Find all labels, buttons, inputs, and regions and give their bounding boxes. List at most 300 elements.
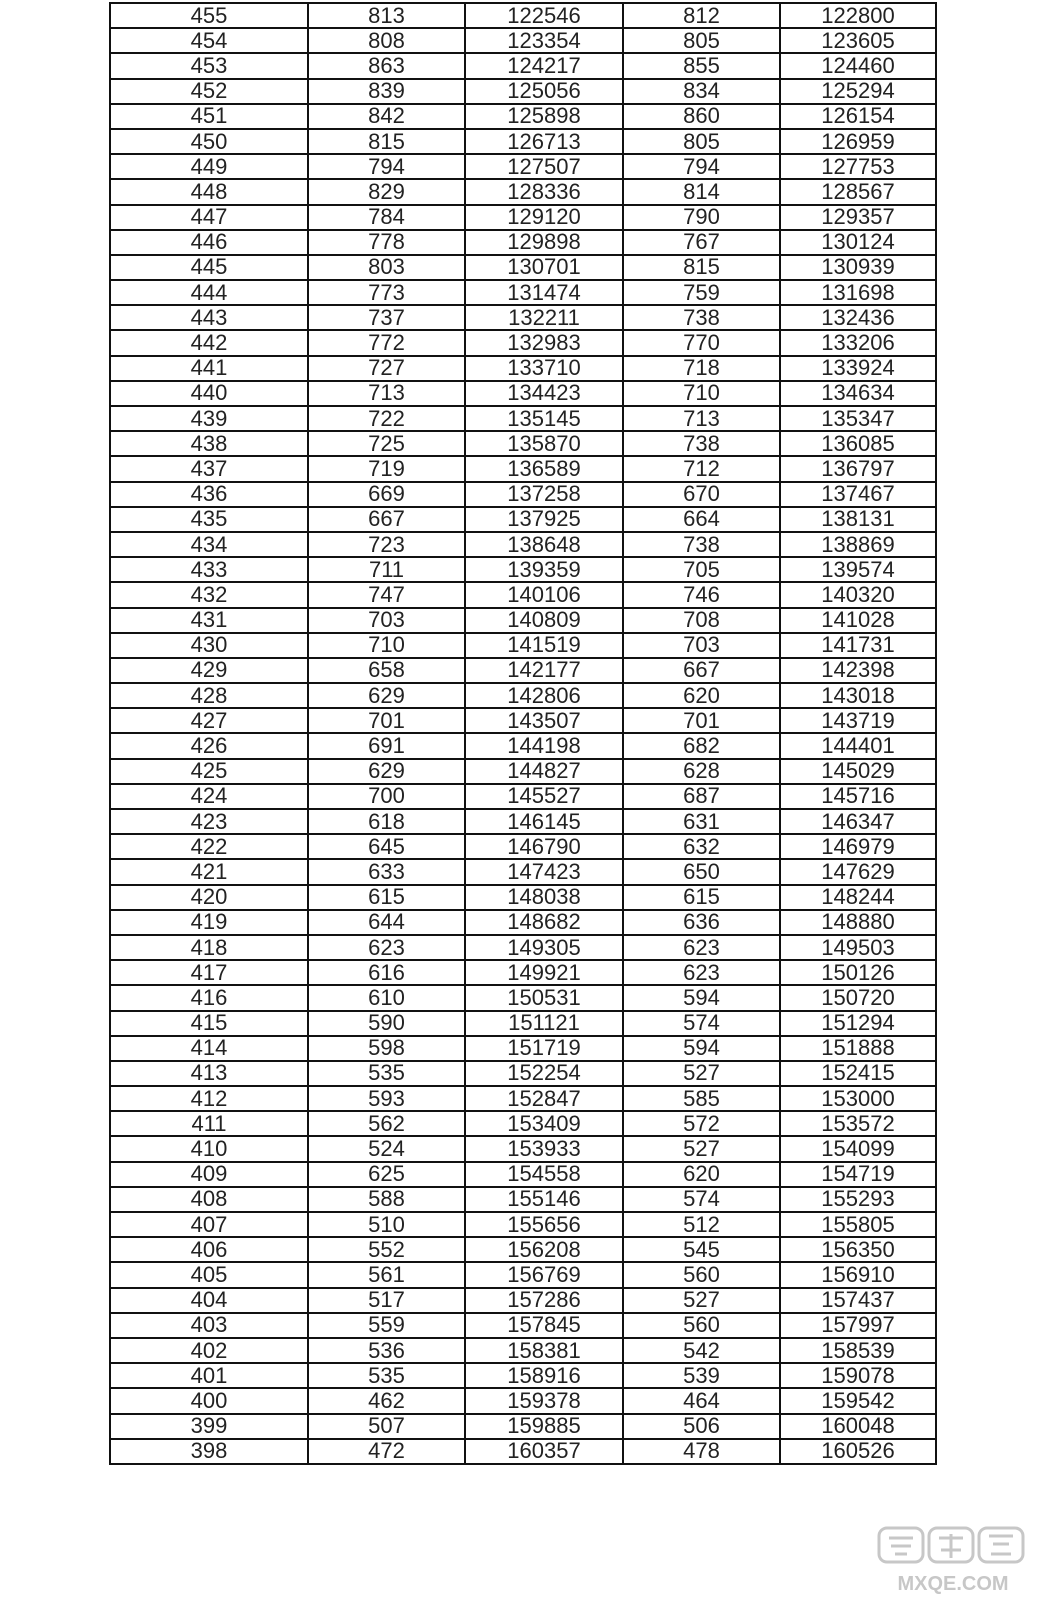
cumulative-b-cell: 143719: [780, 708, 936, 733]
cumulative-a-cell: 149305: [465, 935, 623, 960]
count-b-cell: 738: [623, 305, 780, 330]
score-cell: 401: [110, 1363, 308, 1388]
count-b-cell: 542: [623, 1338, 780, 1363]
cumulative-a-cell: 123354: [465, 28, 623, 53]
cumulative-a-cell: 132211: [465, 305, 623, 330]
count-a-cell: 559: [308, 1313, 465, 1338]
cumulative-b-cell: 160048: [780, 1414, 936, 1439]
cumulative-b-cell: 145716: [780, 784, 936, 809]
cumulative-b-cell: 138131: [780, 507, 936, 532]
score-cell: 418: [110, 935, 308, 960]
cumulative-a-cell: 148682: [465, 910, 623, 935]
cumulative-b-cell: 130939: [780, 255, 936, 280]
count-a-cell: 623: [308, 935, 465, 960]
table-body: [110, 3, 936, 1464]
count-a-cell: 813: [308, 3, 465, 28]
count-a-cell: 747: [308, 582, 465, 607]
cumulative-a-cell: 144198: [465, 733, 623, 758]
cumulative-a-cell: 140809: [465, 608, 623, 633]
count-a-cell: 625: [308, 1162, 465, 1187]
count-a-cell: 794: [308, 154, 465, 179]
count-a-cell: 842: [308, 104, 465, 129]
cumulative-a-cell: 127507: [465, 154, 623, 179]
cumulative-b-cell: 154719: [780, 1162, 936, 1187]
table-row: [110, 658, 936, 683]
table-row: [110, 809, 936, 834]
cumulative-b-cell: 127753: [780, 154, 936, 179]
score-cell: 455: [110, 3, 308, 28]
cumulative-b-cell: 156910: [780, 1262, 936, 1287]
table-row: [110, 28, 936, 53]
cumulative-a-cell: 149921: [465, 960, 623, 985]
table-row: [110, 1237, 936, 1262]
cumulative-b-cell: 156350: [780, 1237, 936, 1262]
cumulative-a-cell: 156208: [465, 1237, 623, 1262]
score-cell: 428: [110, 683, 308, 708]
table-row: [110, 330, 936, 355]
count-a-cell: 658: [308, 658, 465, 683]
table-row: [110, 1313, 936, 1338]
count-b-cell: 623: [623, 935, 780, 960]
count-b-cell: 814: [623, 179, 780, 204]
table-row: [110, 759, 936, 784]
score-cell: 431: [110, 608, 308, 633]
cumulative-b-cell: 147629: [780, 859, 936, 884]
count-b-cell: 855: [623, 53, 780, 78]
count-b-cell: 713: [623, 406, 780, 431]
count-b-cell: 815: [623, 255, 780, 280]
score-cell: 452: [110, 79, 308, 104]
count-b-cell: 574: [623, 1187, 780, 1212]
count-b-cell: 620: [623, 683, 780, 708]
score-cell: 413: [110, 1061, 308, 1086]
score-cell: 443: [110, 305, 308, 330]
cumulative-b-cell: 150126: [780, 960, 936, 985]
table-row: [110, 482, 936, 507]
score-cell: 436: [110, 482, 308, 507]
count-a-cell: 719: [308, 456, 465, 481]
cumulative-b-cell: 155805: [780, 1212, 936, 1237]
table-row: [110, 1212, 936, 1237]
cumulative-a-cell: 129120: [465, 205, 623, 230]
count-a-cell: 667: [308, 507, 465, 532]
score-cell: 450: [110, 129, 308, 154]
cumulative-a-cell: 124217: [465, 53, 623, 78]
count-b-cell: 572: [623, 1111, 780, 1136]
cumulative-a-cell: 158381: [465, 1338, 623, 1363]
table-row: [110, 1187, 936, 1212]
count-a-cell: 610: [308, 985, 465, 1010]
count-a-cell: 703: [308, 608, 465, 633]
cumulative-b-cell: 129357: [780, 205, 936, 230]
cumulative-a-cell: 152847: [465, 1086, 623, 1111]
cumulative-a-cell: 153933: [465, 1136, 623, 1161]
score-cell: 414: [110, 1036, 308, 1061]
count-b-cell: 860: [623, 104, 780, 129]
count-b-cell: 805: [623, 28, 780, 53]
count-a-cell: 517: [308, 1288, 465, 1313]
count-b-cell: 812: [623, 3, 780, 28]
cumulative-b-cell: 149503: [780, 935, 936, 960]
count-a-cell: 644: [308, 910, 465, 935]
table-row: [110, 859, 936, 884]
count-a-cell: 618: [308, 809, 465, 834]
score-cell: 430: [110, 633, 308, 658]
table-row: [110, 1111, 936, 1136]
table-row: [110, 1288, 936, 1313]
count-a-cell: 803: [308, 255, 465, 280]
score-cell: 445: [110, 255, 308, 280]
score-cell: 417: [110, 960, 308, 985]
cumulative-b-cell: 144401: [780, 733, 936, 758]
table-row: [110, 885, 936, 910]
count-b-cell: 628: [623, 759, 780, 784]
score-cell: 421: [110, 859, 308, 884]
count-a-cell: 711: [308, 557, 465, 582]
table-row: [110, 985, 936, 1010]
score-cell: 422: [110, 834, 308, 859]
count-b-cell: 710: [623, 381, 780, 406]
score-cell: 441: [110, 356, 308, 381]
score-cell: 437: [110, 456, 308, 481]
cumulative-a-cell: 153409: [465, 1111, 623, 1136]
cumulative-b-cell: 148880: [780, 910, 936, 935]
cumulative-a-cell: 140106: [465, 582, 623, 607]
cumulative-b-cell: 135347: [780, 406, 936, 431]
count-a-cell: 669: [308, 482, 465, 507]
score-cell: 423: [110, 809, 308, 834]
cumulative-a-cell: 158916: [465, 1363, 623, 1388]
count-a-cell: 723: [308, 532, 465, 557]
table-row: [110, 633, 936, 658]
cumulative-a-cell: 139359: [465, 557, 623, 582]
count-a-cell: 815: [308, 129, 465, 154]
cumulative-a-cell: 131474: [465, 280, 623, 305]
count-b-cell: 623: [623, 960, 780, 985]
score-cell: 433: [110, 557, 308, 582]
cumulative-b-cell: 160526: [780, 1439, 936, 1464]
count-b-cell: 767: [623, 230, 780, 255]
cumulative-a-cell: 159885: [465, 1414, 623, 1439]
count-a-cell: 629: [308, 759, 465, 784]
cumulative-b-cell: 157437: [780, 1288, 936, 1313]
count-a-cell: 778: [308, 230, 465, 255]
count-b-cell: 545: [623, 1237, 780, 1262]
cumulative-b-cell: 150720: [780, 985, 936, 1010]
cumulative-a-cell: 138648: [465, 532, 623, 557]
table-row: [110, 1162, 936, 1187]
count-b-cell: 794: [623, 154, 780, 179]
cumulative-a-cell: 150531: [465, 985, 623, 1010]
count-b-cell: 703: [623, 633, 780, 658]
table-row: [110, 1414, 936, 1439]
count-a-cell: 552: [308, 1237, 465, 1262]
cumulative-a-cell: 146145: [465, 809, 623, 834]
count-a-cell: 462: [308, 1388, 465, 1413]
table-row: [110, 79, 936, 104]
cumulative-a-cell: 141519: [465, 633, 623, 658]
count-b-cell: 594: [623, 1036, 780, 1061]
count-a-cell: 524: [308, 1136, 465, 1161]
count-a-cell: 616: [308, 960, 465, 985]
count-a-cell: 629: [308, 683, 465, 708]
cumulative-b-cell: 141731: [780, 633, 936, 658]
cumulative-a-cell: 143507: [465, 708, 623, 733]
score-cell: 453: [110, 53, 308, 78]
cumulative-b-cell: 151888: [780, 1036, 936, 1061]
cumulative-b-cell: 140320: [780, 582, 936, 607]
cumulative-b-cell: 142398: [780, 658, 936, 683]
count-b-cell: 738: [623, 532, 780, 557]
cumulative-a-cell: 129898: [465, 230, 623, 255]
table-row: [110, 708, 936, 733]
count-a-cell: 722: [308, 406, 465, 431]
count-b-cell: 594: [623, 985, 780, 1010]
count-a-cell: 598: [308, 1036, 465, 1061]
cumulative-a-cell: 148038: [465, 885, 623, 910]
count-b-cell: 620: [623, 1162, 780, 1187]
score-cell: 402: [110, 1338, 308, 1363]
table-row: [110, 255, 936, 280]
cumulative-a-cell: 126713: [465, 129, 623, 154]
score-cell: 399: [110, 1414, 308, 1439]
score-cell: 446: [110, 230, 308, 255]
score-cell: 404: [110, 1288, 308, 1313]
cumulative-b-cell: 159542: [780, 1388, 936, 1413]
count-a-cell: 710: [308, 633, 465, 658]
cumulative-b-cell: 139574: [780, 557, 936, 582]
table-row: [110, 205, 936, 230]
cumulative-b-cell: 154099: [780, 1136, 936, 1161]
score-rank-table: [109, 2, 937, 1465]
table-row: [110, 557, 936, 582]
table-row: [110, 1338, 936, 1363]
cumulative-b-cell: 153572: [780, 1111, 936, 1136]
cumulative-b-cell: 131698: [780, 280, 936, 305]
table-row: [110, 53, 936, 78]
count-b-cell: 712: [623, 456, 780, 481]
count-b-cell: 708: [623, 608, 780, 633]
count-b-cell: 718: [623, 356, 780, 381]
count-b-cell: 805: [623, 129, 780, 154]
watermark-text: MXQE.COM: [897, 1573, 1009, 1595]
count-b-cell: 738: [623, 431, 780, 456]
table-row: [110, 179, 936, 204]
count-b-cell: 512: [623, 1212, 780, 1237]
table-row: [110, 1388, 936, 1413]
table-row: [110, 129, 936, 154]
cumulative-b-cell: 141028: [780, 608, 936, 633]
count-a-cell: 701: [308, 708, 465, 733]
table-row: [110, 910, 936, 935]
cumulative-b-cell: 123605: [780, 28, 936, 53]
watermark-logo: [873, 1524, 1033, 1598]
score-cell: 411: [110, 1111, 308, 1136]
score-cell: 451: [110, 104, 308, 129]
table-row: [110, 582, 936, 607]
cumulative-b-cell: 148244: [780, 885, 936, 910]
count-b-cell: 478: [623, 1439, 780, 1464]
table-row: [110, 507, 936, 532]
cumulative-a-cell: 135870: [465, 431, 623, 456]
cumulative-b-cell: 126959: [780, 129, 936, 154]
cumulative-a-cell: 137258: [465, 482, 623, 507]
table-row: [110, 935, 936, 960]
cumulative-b-cell: 136085: [780, 431, 936, 456]
cumulative-b-cell: 146347: [780, 809, 936, 834]
score-cell: 434: [110, 532, 308, 557]
score-cell: 409: [110, 1162, 308, 1187]
score-cell: 407: [110, 1212, 308, 1237]
count-b-cell: 687: [623, 784, 780, 809]
table-row: [110, 1011, 936, 1036]
cumulative-b-cell: 145029: [780, 759, 936, 784]
score-cell: 403: [110, 1313, 308, 1338]
count-b-cell: 636: [623, 910, 780, 935]
count-a-cell: 507: [308, 1414, 465, 1439]
cumulative-a-cell: 142806: [465, 683, 623, 708]
cumulative-a-cell: 134423: [465, 381, 623, 406]
cumulative-a-cell: 157845: [465, 1313, 623, 1338]
score-cell: 448: [110, 179, 308, 204]
cumulative-a-cell: 159378: [465, 1388, 623, 1413]
score-cell: 429: [110, 658, 308, 683]
table-row: [110, 154, 936, 179]
count-b-cell: 670: [623, 482, 780, 507]
table-row: [110, 305, 936, 330]
cumulative-b-cell: 133206: [780, 330, 936, 355]
cumulative-b-cell: 158539: [780, 1338, 936, 1363]
cumulative-a-cell: 154558: [465, 1162, 623, 1187]
score-cell: 439: [110, 406, 308, 431]
count-a-cell: 615: [308, 885, 465, 910]
count-b-cell: 682: [623, 733, 780, 758]
table-row: [110, 356, 936, 381]
table-row: [110, 1086, 936, 1111]
table-row: [110, 406, 936, 431]
count-a-cell: 691: [308, 733, 465, 758]
count-b-cell: 746: [623, 582, 780, 607]
count-b-cell: 631: [623, 809, 780, 834]
cumulative-b-cell: 126154: [780, 104, 936, 129]
cumulative-a-cell: 133710: [465, 356, 623, 381]
cumulative-a-cell: 151121: [465, 1011, 623, 1036]
table-row: [110, 104, 936, 129]
count-b-cell: 527: [623, 1136, 780, 1161]
cumulative-b-cell: 138869: [780, 532, 936, 557]
count-a-cell: 593: [308, 1086, 465, 1111]
score-cell: 406: [110, 1237, 308, 1262]
cumulative-a-cell: 128336: [465, 179, 623, 204]
cumulative-b-cell: 134634: [780, 381, 936, 406]
count-a-cell: 510: [308, 1212, 465, 1237]
score-cell: 400: [110, 1388, 308, 1413]
score-cell: 420: [110, 885, 308, 910]
count-a-cell: 588: [308, 1187, 465, 1212]
cumulative-b-cell: 153000: [780, 1086, 936, 1111]
score-cell: 416: [110, 985, 308, 1010]
cumulative-b-cell: 128567: [780, 179, 936, 204]
mxqe-logo-icon: [879, 1528, 1023, 1562]
cumulative-b-cell: 155293: [780, 1187, 936, 1212]
table-row: [110, 532, 936, 557]
table-row: [110, 381, 936, 406]
count-b-cell: 701: [623, 708, 780, 733]
cumulative-b-cell: 159078: [780, 1363, 936, 1388]
cumulative-a-cell: 137925: [465, 507, 623, 532]
cumulative-a-cell: 155146: [465, 1187, 623, 1212]
count-b-cell: 705: [623, 557, 780, 582]
cumulative-b-cell: 152415: [780, 1061, 936, 1086]
cumulative-a-cell: 132983: [465, 330, 623, 355]
table-row: [110, 1036, 936, 1061]
cumulative-b-cell: 122800: [780, 3, 936, 28]
count-a-cell: 700: [308, 784, 465, 809]
cumulative-a-cell: 125898: [465, 104, 623, 129]
count-a-cell: 725: [308, 431, 465, 456]
score-cell: 444: [110, 280, 308, 305]
score-cell: 426: [110, 733, 308, 758]
cumulative-b-cell: 124460: [780, 53, 936, 78]
count-a-cell: 772: [308, 330, 465, 355]
count-b-cell: 539: [623, 1363, 780, 1388]
count-b-cell: 527: [623, 1288, 780, 1313]
table-row: [110, 1262, 936, 1287]
count-b-cell: 664: [623, 507, 780, 532]
count-a-cell: 784: [308, 205, 465, 230]
table-row: [110, 1439, 936, 1464]
cumulative-a-cell: 151719: [465, 1036, 623, 1061]
cumulative-b-cell: 157997: [780, 1313, 936, 1338]
score-cell: 442: [110, 330, 308, 355]
count-a-cell: 808: [308, 28, 465, 53]
cumulative-a-cell: 136589: [465, 456, 623, 481]
score-cell: 398: [110, 1439, 308, 1464]
cumulative-b-cell: 130124: [780, 230, 936, 255]
score-cell: 419: [110, 910, 308, 935]
score-cell: 415: [110, 1011, 308, 1036]
cumulative-a-cell: 130701: [465, 255, 623, 280]
count-a-cell: 633: [308, 859, 465, 884]
cumulative-a-cell: 157286: [465, 1288, 623, 1313]
count-b-cell: 632: [623, 834, 780, 859]
count-a-cell: 645: [308, 834, 465, 859]
table-row: [110, 733, 936, 758]
cumulative-b-cell: 125294: [780, 79, 936, 104]
cumulative-a-cell: 142177: [465, 658, 623, 683]
cumulative-a-cell: 160357: [465, 1439, 623, 1464]
count-a-cell: 727: [308, 356, 465, 381]
cumulative-a-cell: 147423: [465, 859, 623, 884]
cumulative-a-cell: 144827: [465, 759, 623, 784]
count-a-cell: 561: [308, 1262, 465, 1287]
cumulative-b-cell: 137467: [780, 482, 936, 507]
count-b-cell: 560: [623, 1313, 780, 1338]
count-b-cell: 560: [623, 1262, 780, 1287]
table-row: [110, 456, 936, 481]
table-row: [110, 3, 936, 28]
count-b-cell: 585: [623, 1086, 780, 1111]
score-cell: 424: [110, 784, 308, 809]
cumulative-a-cell: 156769: [465, 1262, 623, 1287]
score-cell: 410: [110, 1136, 308, 1161]
score-cell: 440: [110, 381, 308, 406]
score-cell: 427: [110, 708, 308, 733]
cumulative-a-cell: 125056: [465, 79, 623, 104]
count-a-cell: 863: [308, 53, 465, 78]
count-a-cell: 713: [308, 381, 465, 406]
cumulative-b-cell: 146979: [780, 834, 936, 859]
